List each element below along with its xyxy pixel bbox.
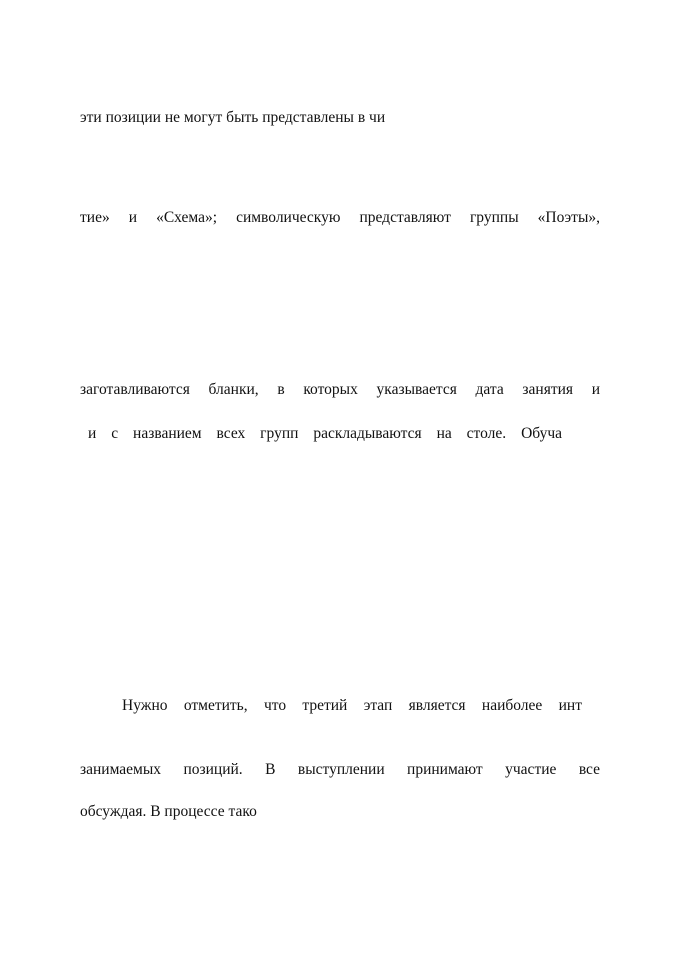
text-line-6: занимаемых позиций. В выступлении принимают участие все (80, 761, 600, 778)
paragraph-start-line: Нужно отметить, что третий этап является наиболее инт (122, 697, 582, 714)
text-line-2: тие» и «Схема»; символическую представляют группы «Поэты», (80, 209, 600, 226)
text-line-1: эти позиции не могут быть представлены в чи (80, 109, 386, 126)
text-line-3: заготавливаются бланки, в которых указывается дата занятия и (80, 381, 600, 398)
text-line-7: обсуждая. В процессе тако (80, 803, 257, 820)
text-line-4: и с названием всех групп раскладываются на столе. Обуча (88, 425, 562, 442)
